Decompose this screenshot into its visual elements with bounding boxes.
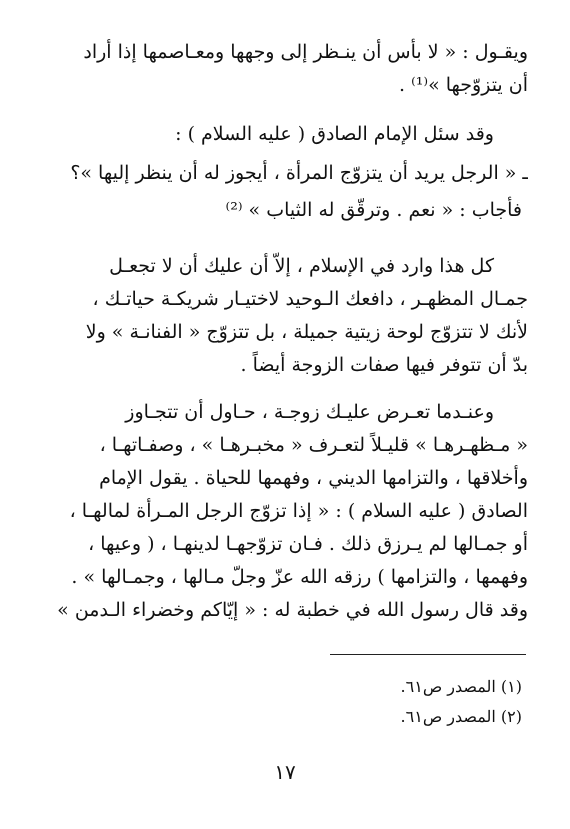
page-number: ١٧ <box>274 760 296 784</box>
text-line: الصادق ( عليه السلام ) : « إذا تزوّج الرجل المـرأة لمالهـا ، <box>69 500 528 522</box>
paragraph-imam-question <box>48 118 528 227</box>
text-line: ويقـول : « لا بأس أن ينـظر إلى وجهها ومعـاصمها إذا أراد <box>83 41 528 63</box>
text-line: جمـال المظهـر ، دافعك الـوحيد لاختيـار شريكـة حياتـك ، <box>92 288 528 310</box>
text-line: وأخلاقها ، والتزامها الديني ، وفهمها للحياة . يقول الإمام <box>99 467 528 489</box>
text-line: « مـظهـرهـا » قليـلاً لتعـرف « مخبـرهـا » ، وصفـاتهـا ، <box>99 434 528 456</box>
text-line: أو جمـالها لم يـرزق ذلك . فـان تزوّجهـا لدينهـا ، ( وعيها ، <box>88 533 528 555</box>
footnote-2: (٢) المصدر ص٦١. <box>400 707 522 726</box>
footnote-1: (١) المصدر ص٦١. <box>400 677 522 696</box>
text-line: وعنـدما تعـرض عليـك زوجـة ، حـاول أن تتجـاوز <box>125 401 494 423</box>
text-line: وقد سئل الإمام الصادق ( عليه السلام ) : <box>175 123 494 145</box>
paragraph-quote-looking <box>48 36 528 102</box>
footnote-divider <box>330 654 526 655</box>
text-line: فأجاب : « نعم . وترقّق له الثياب » ⁽²⁾ <box>225 199 522 221</box>
text-line: وقد قال رسول الله في خطبة له : « إيّاكم وخضراء الـدمن » <box>57 599 528 621</box>
text-line: بدّ أن تتوفر فيها صفات الزوجة أيضاً . <box>240 354 528 376</box>
text-line: وفهمها ، والتزامها ) رزقه الله عزّ وجلّ مـالها ، وجمـالها » . <box>71 566 528 588</box>
text-line: كل هذا وارد في الإسلام ، إلاّ أن عليك أن لا تجعـل <box>109 255 494 277</box>
text-line: لأنك لا تتزوّج لوحة زيتية جميلة ، بل تتزوّج « الفنانـة » ولا <box>85 321 528 343</box>
text-line: ـ « الرجل يريد أن يتزوّج المرأة ، أيجوز له أن ينظر إليها »؟ <box>70 162 528 184</box>
paragraph-beauty-note <box>48 250 528 382</box>
paragraph-choosing-spouse <box>48 396 528 627</box>
footnotes <box>222 672 522 732</box>
text-line: أن يتزوّجها »⁽¹⁾ . <box>399 74 528 96</box>
